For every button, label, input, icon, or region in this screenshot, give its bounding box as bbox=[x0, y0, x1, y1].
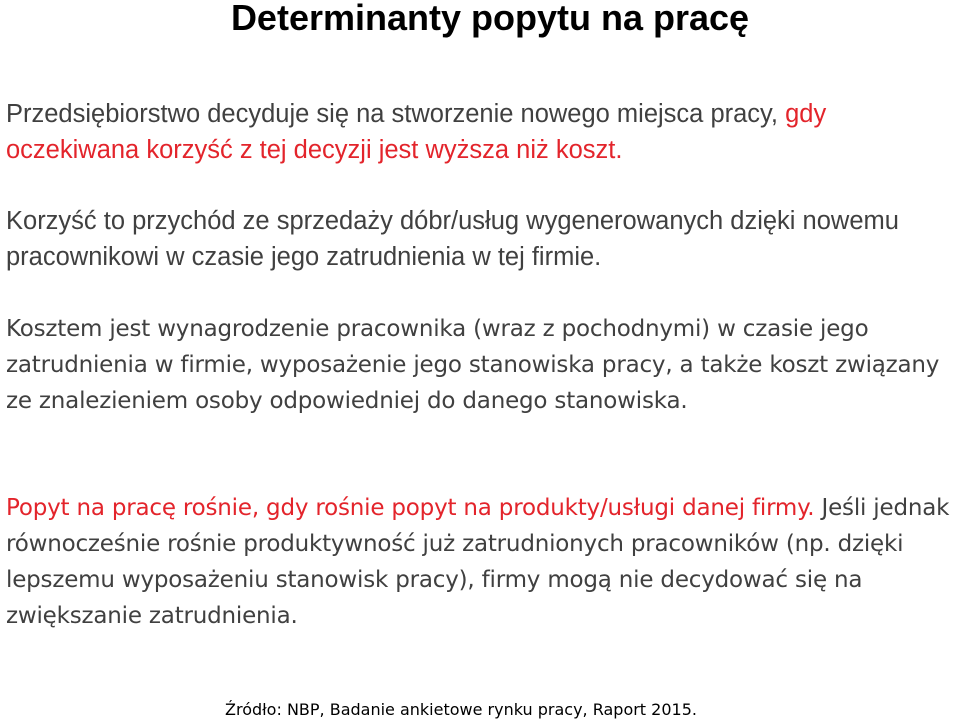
paragraph-decision-highlight: gdy oczekiwana korzyść z tej decyzji jest wyższa niż koszt. bbox=[6, 100, 827, 164]
paragraph-benefit: Korzyść to przychód ze sprzedaży dóbr/usług wygenerowanych dzięki nowemu pracownikowi w czasie jego zatrudnienia w tej firmie. bbox=[6, 207, 899, 271]
paragraph-demand-text: Jeśli jednak równocześnie rośnie produktywność już zatrudnionych pracowników (np. dzięki lepszemu wyposażeniu stanowisk pracy), firmy mogą nie decydować się na zwiększanie zatrudnienia. bbox=[6, 495, 950, 629]
paragraph-decision-text: Przedsiębiorstwo decyduje się na stworzenie nowego miejsca pracy, bbox=[6, 100, 786, 128]
paragraph-demand bbox=[6, 490, 956, 634]
paragraph-demand-highlight: Popyt na pracę rośnie, gdy rośnie popyt na produkty/usługi danej firmy. bbox=[6, 495, 815, 521]
slide-title: Determinanty popytu na pracę bbox=[230, 0, 750, 38]
paragraph-decision bbox=[6, 96, 956, 168]
source-note: Źródło: NBP, Badanie ankietowe rynku pracy, Raport 2015. bbox=[225, 700, 697, 719]
paragraph-cost: Kosztem jest wynagrodzenie pracownika (wraz z pochodnymi) w czasie jego zatrudnienia w firmie, wyposażenie jego stanowiska pracy, a także koszt związany ze znalezieniem osoby odpowiedniej do danego stanowiska. bbox=[6, 316, 940, 414]
